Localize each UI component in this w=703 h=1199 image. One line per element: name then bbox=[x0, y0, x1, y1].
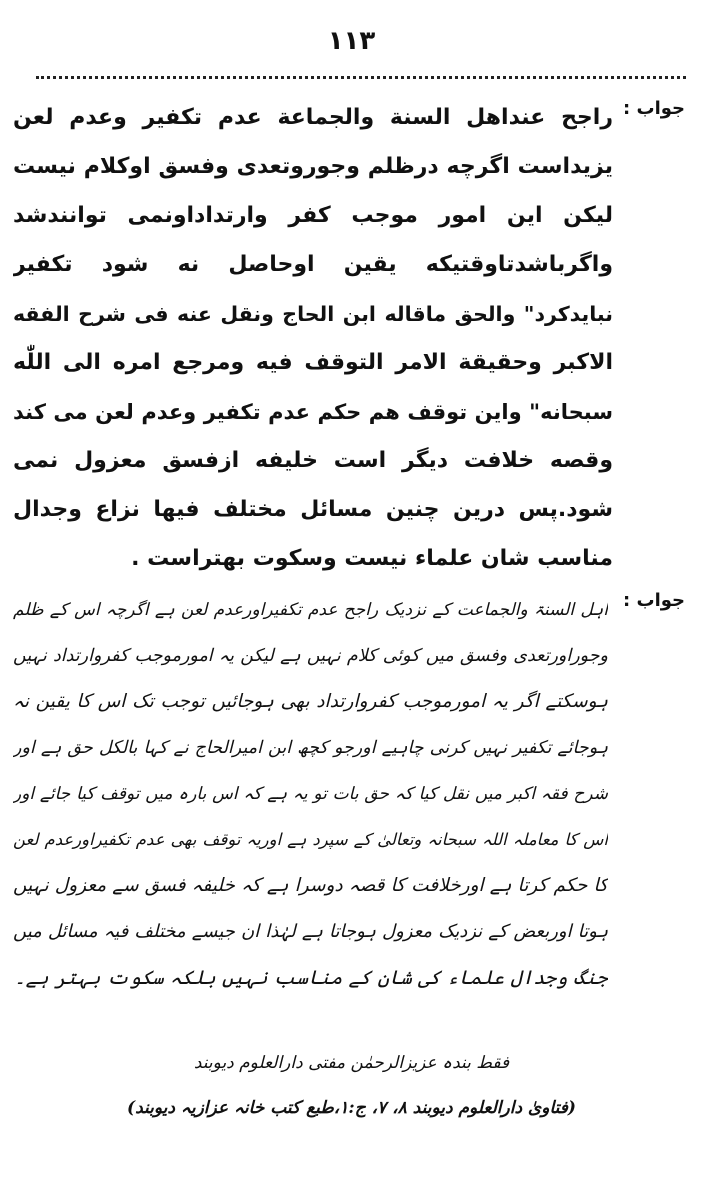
urdu-answer-line: ہوتا اوربعض کے نزدیک معزول ہوجاتا ہے لہٰذا ان جیسے مختلف فیہ مسائل میں bbox=[13, 921, 608, 942]
persian-answer-line: وقصه خلافت دیگر است خلیفه ازفسق معزول نمی bbox=[13, 448, 613, 473]
persian-answer-line: نبایدکرد" والحق ماقاله ابن الحاج ونقل عنه فی شرح الفقه bbox=[13, 302, 613, 326]
urdu-answer-line: ہوجائے تکفیر نہیں کرنی چاہیے اورجو کچھ ابن امیرالحاج نے کہا بالکل حق ہے اور bbox=[13, 738, 608, 758]
urdu-answer-line: اہل السنۃ والجماعت کے نزدیک راجح عدم تکفیراورعدم لعن ہے اگرچہ اس کے ظلم bbox=[13, 600, 608, 620]
dotted-divider bbox=[36, 76, 686, 79]
urdu-answer-line: اس کا معاملہ اللہ سبحانہ وتعالیٰ کے سپرد ہے اوریہ توقف بھی عدم تکفیراورعدم لعن bbox=[13, 830, 608, 849]
persian-answer-line: سبحانه" واین توقف هم حکم عدم تکفیر وعدم لعن می کند bbox=[13, 400, 613, 424]
urdu-answer-line: جنگ وجدال علماء کی شان کے مناسب نہیں بلکہ سکوت بہتر ہے۔ bbox=[14, 966, 608, 989]
persian-answer-line: واگرباشدتاوقتیکه یقین اوحاصل نه شود تکفیر bbox=[13, 252, 613, 277]
persian-answer-label: جواب : bbox=[623, 98, 685, 119]
persian-answer-line: راجح عنداهل السنة والجماعة عدم تکفیر وعدم لعن bbox=[13, 105, 613, 130]
persian-answer-line: مناسب شان علماء نیست وسکوت بهتراست . bbox=[131, 546, 613, 571]
source-reference: (فتاویٰ دارالعلوم دیوبند ۸، ۷، ج:۱،طبع کتب خانہ عزازیہ دیوبند) bbox=[127, 1098, 576, 1118]
urdu-answer-line: کا حکم کرتا ہے اورخلافت کا قصہ دوسرا ہے کہ خلیفہ فسق سے معزول نہیں bbox=[13, 875, 608, 896]
page-number: ١١٣ bbox=[327, 26, 376, 56]
urdu-answer-line: ہوسکتے اگر یہ امورموجب کفروارتداد بھی ہوجائیں توجب تک اس کا یقین نہ bbox=[13, 691, 608, 712]
urdu-answer-body bbox=[13, 590, 608, 1004]
persian-answer-line: یزیداست اگرچه درظلم وجوروتعدی وفسق اوکلام نیست bbox=[13, 154, 613, 179]
urdu-answer-line: شرح فقہ اکبر میں نقل کیا کہ حق بات تو یہ ہے کہ اس بارہ میں توقف کیا جائے اور bbox=[13, 784, 608, 804]
persian-answer-line: الاکبر وحقیقة الامر التوقف فیه ومرجع امره الی اللّٰه bbox=[13, 350, 613, 375]
signature: فقط بندہ عزیزالرحمٰن مفتی دارالعلوم دیوبند bbox=[193, 1053, 510, 1073]
persian-answer-line: شود.پس درین چنین مسائل مختلف فیها نزاع وجدال bbox=[13, 497, 613, 522]
urdu-answer-line: وجوراورتعدی وفسق میں کوئی کلام نہیں ہے لیکن یہ امورموجب کفروارتداد نہیں bbox=[13, 646, 608, 666]
urdu-answer-label: جواب : bbox=[623, 590, 685, 611]
persian-answer-body bbox=[13, 98, 613, 588]
persian-answer-line: لیکن این امور موجب کفر وارتداداونمی توانندشد bbox=[13, 203, 613, 228]
